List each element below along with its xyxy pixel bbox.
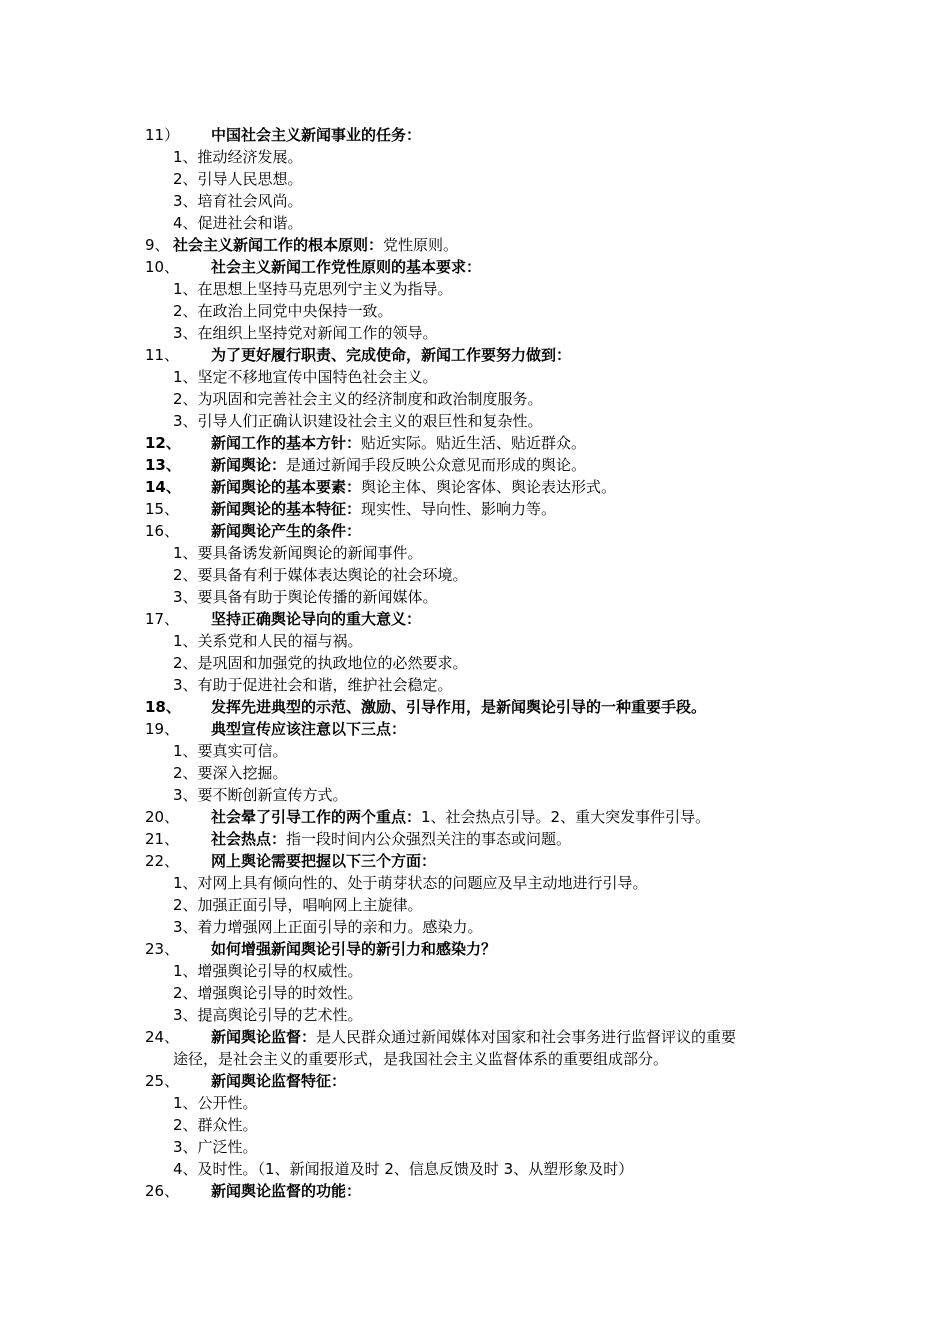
item-title: 中国社会主义新闻事业的任务：: [211, 126, 422, 144]
item-number: 26、: [145, 1182, 180, 1200]
sub-item-text: 2、加强正面引导，唱响网上主旋律。: [173, 896, 423, 914]
sub-item-text: 1、对网上具有倾向性的、处于萌芽状态的问题应及早主动地进行引导。: [173, 874, 648, 892]
item-title: 新闻舆论产生的条件：: [211, 522, 362, 540]
item-number: 11）: [145, 126, 180, 144]
sub-item-line: [0, 630, 950, 652]
sub-item-line: [0, 322, 950, 344]
sub-item-text: 2、为巩固和完善社会主义的经济制度和政治制度服务。: [173, 390, 543, 408]
sub-item-text: 4、及时性。（1、新闻报道及时 2、信息反馈及时 3、从塑形象及时）: [173, 1160, 634, 1178]
sub-item-line: [0, 410, 950, 432]
item-heading-line: [0, 696, 950, 718]
item-title: 新闻工作的基本方针：: [211, 434, 362, 452]
item-heading-line: [0, 828, 950, 850]
sub-item-line: [0, 960, 950, 982]
item-heading-text: [211, 1026, 736, 1048]
item-heading-line: [0, 454, 950, 476]
sub-item-line: [0, 146, 950, 168]
item-heading-line: [0, 1026, 950, 1048]
item-description: 是人民群众通过新闻媒体对国家和社会事务进行监督评议的重要: [316, 1028, 737, 1046]
item-title: 新闻舆论监督特征：: [211, 1072, 347, 1090]
sub-item-text: 1、要具备诱发新闻舆论的新闻事件。: [173, 544, 423, 562]
sub-item-line: [0, 982, 950, 1004]
sub-item-text: 2、引导人民思想。: [173, 170, 303, 188]
item-title: 典型宣传应该注意以下三点：: [211, 720, 407, 738]
item-description: 舆论主体、舆论客体、舆论表达形式。: [361, 478, 617, 496]
item-heading-line: [0, 344, 950, 366]
sub-item-line: [0, 652, 950, 674]
continuation-text: 途径，是社会主义的重要形式，是我国社会主义监督体系的重要组成部分。: [173, 1050, 669, 1068]
sub-item-line: [0, 894, 950, 916]
sub-item-line: [0, 674, 950, 696]
sub-item-text: 2、群众性。: [173, 1116, 258, 1134]
item-heading-text: [211, 256, 481, 278]
item-title: 社会晕了引导工作的两个重点：: [211, 808, 422, 826]
item-title: 新闻舆论的基本特征：: [211, 500, 362, 518]
item-description: 指一段时间内公众强烈关注的事态或问题。: [286, 830, 572, 848]
item-heading-line: [0, 850, 950, 872]
sub-item-line: [0, 388, 950, 410]
item-title: 新闻舆论监督的功能：: [211, 1182, 362, 1200]
item-heading-text: [211, 432, 586, 454]
item-heading-line: [0, 476, 950, 498]
item-title: 为了更好履行职责、完成使命，新闻工作要努力做到：: [211, 346, 572, 364]
item-heading-text: [211, 828, 571, 850]
item-heading-text: [211, 696, 706, 718]
item-number: 24、: [145, 1028, 180, 1046]
item-heading-line: [0, 806, 950, 828]
item-description: 党性原则。: [383, 236, 459, 254]
item-heading-text: [211, 608, 421, 630]
sub-item-line: [0, 1092, 950, 1114]
item-title: 新闻舆论的基本要素：: [211, 478, 362, 496]
item-number: 10、: [145, 258, 180, 276]
item-title: 坚持正确舆论导向的重大意义：: [211, 610, 422, 628]
item-title: 如何增强新闻舆论引导的新引力和感染力？: [211, 940, 497, 958]
item-heading-text: [211, 344, 571, 366]
sub-item-line: [0, 762, 950, 784]
item-number: 23、: [145, 940, 180, 958]
sub-item-text: 1、推动经济发展。: [173, 148, 303, 166]
sub-item-text: 1、增强舆论引导的权威性。: [173, 962, 363, 980]
item-heading-text: [173, 234, 458, 256]
item-number: 14、: [145, 478, 181, 496]
item-heading-text: [211, 124, 421, 146]
item-number: 25、: [145, 1072, 180, 1090]
item-heading-line: [0, 1070, 950, 1092]
item-number: 11、: [145, 346, 180, 364]
item-heading-text: [211, 806, 710, 828]
sub-item-line: [0, 542, 950, 564]
item-number: 22、: [145, 852, 180, 870]
item-title: 新闻舆论：: [211, 456, 287, 474]
sub-item-text: 3、有助于促进社会和谐，维护社会稳定。: [173, 676, 453, 694]
sub-item-text: 4、促进社会和谐。: [173, 214, 303, 232]
item-number: 12、: [145, 434, 181, 452]
sub-item-line: [0, 1004, 950, 1026]
sub-item-text: 3、培育社会风尚。: [173, 192, 303, 210]
item-heading-line: [0, 1180, 950, 1202]
document-body: [0, 124, 950, 1202]
item-heading-text: [211, 454, 586, 476]
sub-item-text: 3、在组织上坚持党对新闻工作的领导。: [173, 324, 438, 342]
sub-item-text: 3、引导人们正确认识建设社会主义的艰巨性和复杂性。: [173, 412, 543, 430]
sub-item-line: [0, 1114, 950, 1136]
item-title: 社会主义新闻工作党性原则的基本要求：: [211, 258, 482, 276]
item-heading-line: [0, 432, 950, 454]
sub-item-text: 3、着力增强网上正面引导的亲和力。感染力。: [173, 918, 483, 936]
sub-item-text: 1、关系党和人民的福与祸。: [173, 632, 363, 650]
item-title: 新闻舆论监督：: [211, 1028, 317, 1046]
item-heading-line: [0, 938, 950, 960]
item-heading-line: [0, 234, 950, 256]
sub-item-text: 2、增强舆论引导的时效性。: [173, 984, 363, 1002]
item-number: 19、: [145, 720, 180, 738]
sub-item-text: 2、要深入挖掘。: [173, 764, 288, 782]
item-heading-text: [211, 498, 556, 520]
item-heading-text: [211, 520, 361, 542]
item-number: 13、: [145, 456, 181, 474]
item-description: 现实性、导向性、影响力等。: [361, 500, 557, 518]
item-number: 16、: [145, 522, 180, 540]
item-heading-text: [211, 1070, 346, 1092]
item-heading-text: [211, 938, 496, 960]
sub-item-text: 1、在思想上坚持马克思列宁主义为指导。: [173, 280, 453, 298]
sub-item-line: [0, 564, 950, 586]
item-number: 18、: [145, 698, 181, 716]
item-title: 社会主义新闻工作的根本原则：: [173, 236, 384, 254]
sub-item-line: [0, 586, 950, 608]
sub-item-line: [0, 1158, 950, 1180]
item-title: 发挥先进典型的示范、激励、引导作用，是新闻舆论引导的一种重要手段。: [211, 698, 707, 716]
item-heading-line: [0, 256, 950, 278]
sub-item-text: 2、在政治上同党中央保持一致。: [173, 302, 393, 320]
sub-item-line: [0, 916, 950, 938]
sub-item-line: [0, 366, 950, 388]
sub-item-text: 3、提高舆论引导的艺术性。: [173, 1006, 363, 1024]
sub-item-text: 2、是巩固和加强党的执政地位的必然要求。: [173, 654, 468, 672]
sub-item-text: 3、要不断创新宣传方式。: [173, 786, 348, 804]
item-heading-text: [211, 1180, 361, 1202]
sub-item-text: 1、公开性。: [173, 1094, 258, 1112]
item-description: 是通过新闻手段反映公众意见而形成的舆论。: [286, 456, 587, 474]
sub-item-line: [0, 300, 950, 322]
item-title: 社会热点：: [211, 830, 287, 848]
sub-item-line: [0, 784, 950, 806]
sub-item-line: [0, 1136, 950, 1158]
sub-item-text: 1、坚定不移地宣传中国特色社会主义。: [173, 368, 438, 386]
item-number: 9、: [145, 236, 170, 254]
item-description: 1、社会热点引导。2、重大突发事件引导。: [421, 808, 711, 826]
sub-item-text: 2、要具备有利于媒体表达舆论的社会环境。: [173, 566, 468, 584]
item-heading-text: [211, 718, 406, 740]
sub-item-line: [0, 212, 950, 234]
sub-item-text: 3、要具备有助于舆论传播的新闻媒体。: [173, 588, 438, 606]
item-heading-line: [0, 520, 950, 542]
sub-item-line: [0, 278, 950, 300]
item-number: 20、: [145, 808, 180, 826]
item-number: 15、: [145, 500, 180, 518]
sub-item-line: [0, 190, 950, 212]
sub-item-line: [0, 740, 950, 762]
item-heading-line: [0, 498, 950, 520]
item-heading-text: [211, 476, 616, 498]
item-heading-text: [211, 850, 436, 872]
sub-item-text: 1、要真实可信。: [173, 742, 288, 760]
item-heading-line: [0, 124, 950, 146]
item-number: 17、: [145, 610, 180, 628]
sub-item-line: [0, 168, 950, 190]
item-heading-line: [0, 718, 950, 740]
item-number: 21、: [145, 830, 180, 848]
sub-item-text: 3、广泛性。: [173, 1138, 258, 1156]
item-heading-line: [0, 608, 950, 630]
item-title: 网上舆论需要把握以下三个方面：: [211, 852, 437, 870]
item-description: 贴近实际。贴近生活、贴近群众。: [361, 434, 587, 452]
continuation-line: [0, 1048, 950, 1070]
sub-item-line: [0, 872, 950, 894]
